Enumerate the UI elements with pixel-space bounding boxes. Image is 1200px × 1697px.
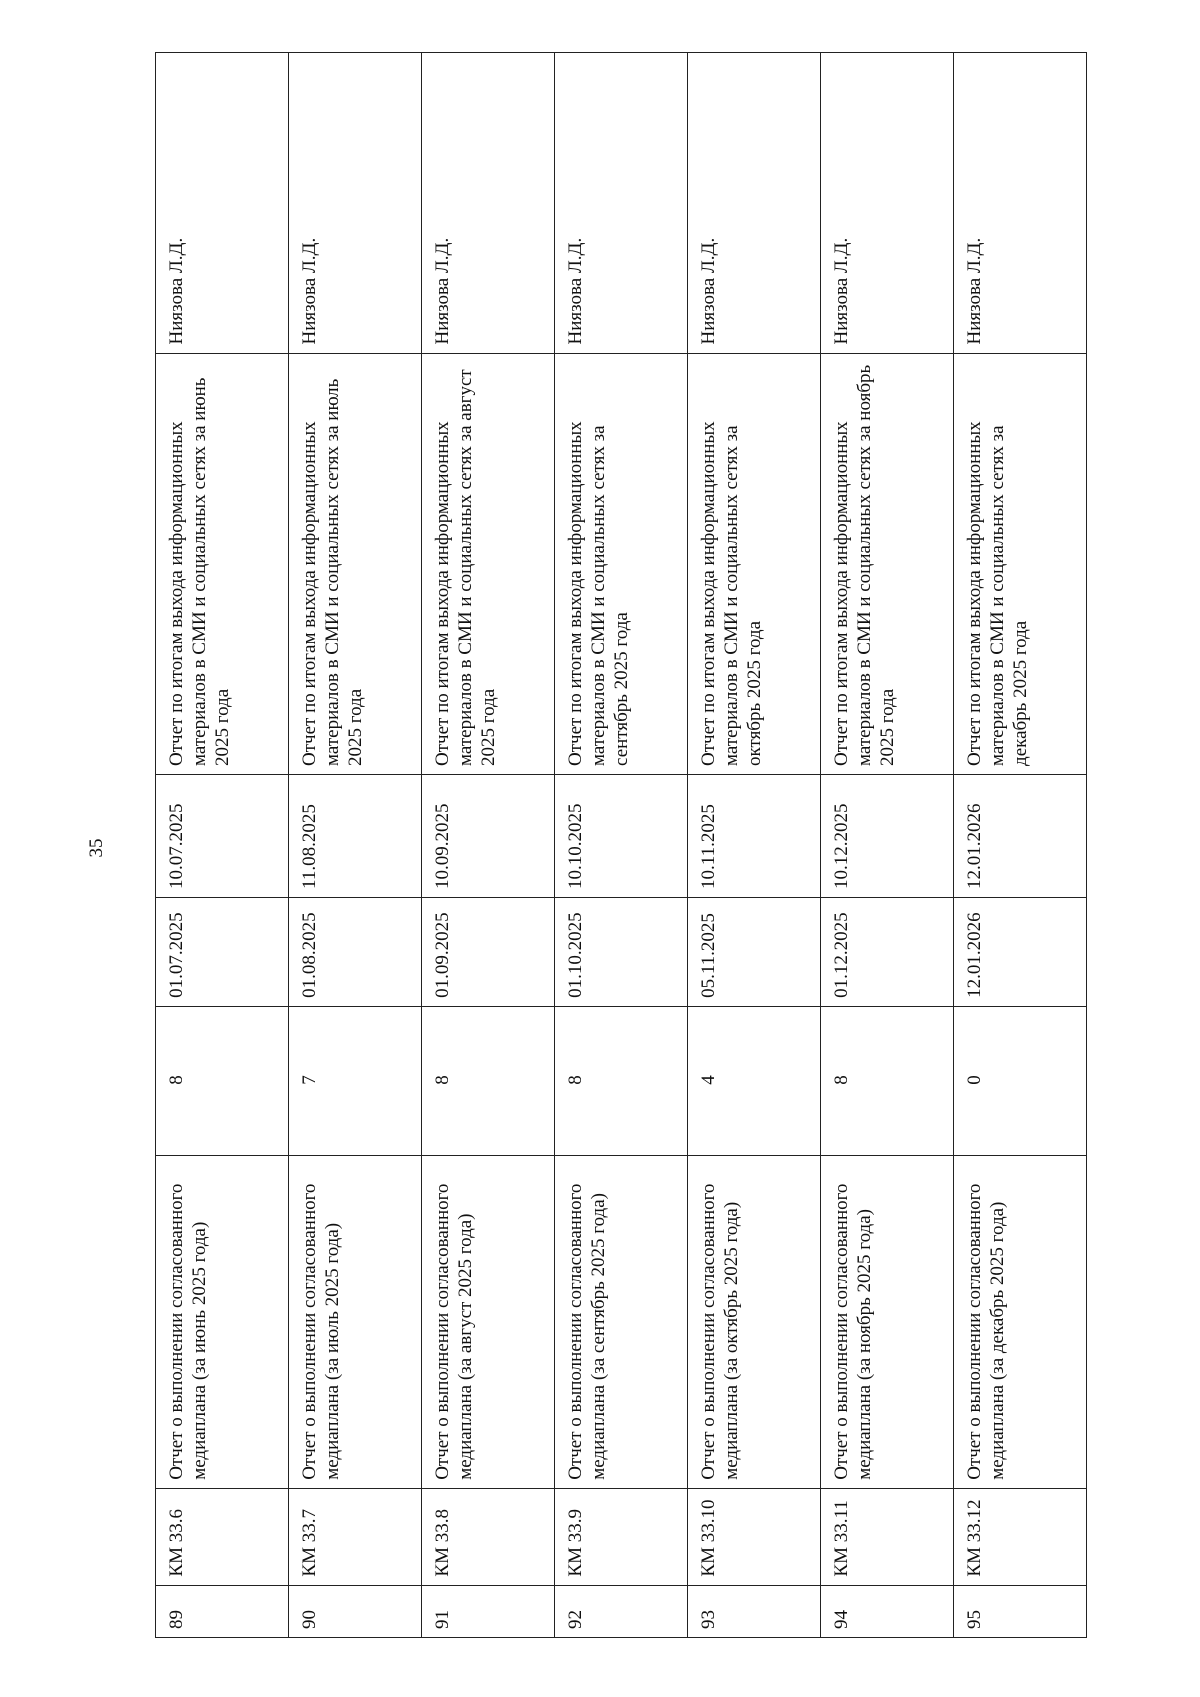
start-date: 01.10.2025 [555,897,688,1006]
milestone-title: Отчет о выполнении согласованного медиаплана (за декабрь 2025 года) [954,1156,1087,1489]
table-row [422,53,555,1638]
start-date: 01.09.2025 [422,897,555,1006]
milestone-title: Отчет о выполнении согласованного медиаплана (за июль 2025 года) [289,1156,422,1489]
table-row [821,53,954,1638]
table-row [555,53,688,1638]
quantity: 7 [289,1006,422,1155]
responsible-person: Ниязова Л.Д. [821,53,954,354]
start-date: 01.07.2025 [156,897,289,1006]
start-date: 01.08.2025 [289,897,422,1006]
page-number: 35 [86,838,107,858]
milestone-code: КМ 33.10 [688,1488,821,1585]
milestone-code: КМ 33.9 [555,1488,688,1585]
milestone-code: КМ 33.11 [821,1488,954,1585]
table-row [289,53,422,1638]
responsible-person: Ниязова Л.Д. [555,53,688,354]
table-container [155,52,1087,1638]
start-date: 12.01.2026 [954,897,1087,1006]
end-date: 10.07.2025 [156,774,289,897]
result-description: Отчет по итогам выхода информационных материалов в СМИ и социальных сетях за декабрь 2025 года [954,353,1087,774]
milestone-code: КМ 33.6 [156,1488,289,1585]
responsible-person: Ниязова Л.Д. [289,53,422,354]
row-number: 90 [289,1585,422,1637]
result-description: Отчет по итогам выхода информационных материалов в СМИ и социальных сетях за ноябрь 2025 года [821,353,954,774]
table-row [156,53,289,1638]
end-date: 10.10.2025 [555,774,688,897]
row-number: 91 [422,1585,555,1637]
responsible-person: Ниязова Л.Д. [688,53,821,354]
end-date: 10.09.2025 [422,774,555,897]
milestone-code: КМ 33.8 [422,1488,555,1585]
responsible-person: Ниязова Л.Д. [422,53,555,354]
result-description: Отчет по итогам выхода информационных материалов в СМИ и социальных сетях за октябрь 2025 года [688,353,821,774]
milestone-title: Отчет о выполнении согласованного медиаплана (за август 2025 года) [422,1156,555,1489]
end-date: 11.08.2025 [289,774,422,897]
end-date: 10.11.2025 [688,774,821,897]
row-number: 92 [555,1585,688,1637]
milestone-title: Отчет о выполнении согласованного медиаплана (за июнь 2025 года) [156,1156,289,1489]
result-description: Отчет по итогам выхода информационных материалов в СМИ и социальных сетях за июнь 2025 года [156,353,289,774]
quantity: 4 [688,1006,821,1155]
row-number: 94 [821,1585,954,1637]
quantity: 8 [422,1006,555,1155]
responsible-person: Ниязова Л.Д. [954,53,1087,354]
result-description: Отчет по итогам выхода информационных материалов в СМИ и социальных сетях за сентябрь 2025 года [555,353,688,774]
start-date: 05.11.2025 [688,897,821,1006]
quantity: 8 [821,1006,954,1155]
result-description: Отчет по итогам выхода информационных материалов в СМИ и социальных сетях за июль 2025 года [289,353,422,774]
result-description: Отчет по итогам выхода информационных материалов в СМИ и социальных сетях за август 2025 года [422,353,555,774]
table-row [688,53,821,1638]
row-number: 89 [156,1585,289,1637]
table-row [954,53,1087,1638]
row-number: 93 [688,1585,821,1637]
responsible-person: Ниязова Л.Д. [156,53,289,354]
milestone-title: Отчет о выполнении согласованного медиаплана (за сентябрь 2025 года) [555,1156,688,1489]
quantity: 0 [954,1006,1087,1155]
end-date: 10.12.2025 [821,774,954,897]
start-date: 01.12.2025 [821,897,954,1006]
row-number: 95 [954,1585,1087,1637]
milestones-table [155,52,1087,1638]
milestone-code: КМ 33.12 [954,1488,1087,1585]
milestone-code: КМ 33.7 [289,1488,422,1585]
milestone-title: Отчет о выполнении согласованного медиаплана (за ноябрь 2025 года) [821,1156,954,1489]
milestone-title: Отчет о выполнении согласованного медиаплана (за октябрь 2025 года) [688,1156,821,1489]
quantity: 8 [555,1006,688,1155]
quantity: 8 [156,1006,289,1155]
end-date: 12.01.2026 [954,774,1087,897]
